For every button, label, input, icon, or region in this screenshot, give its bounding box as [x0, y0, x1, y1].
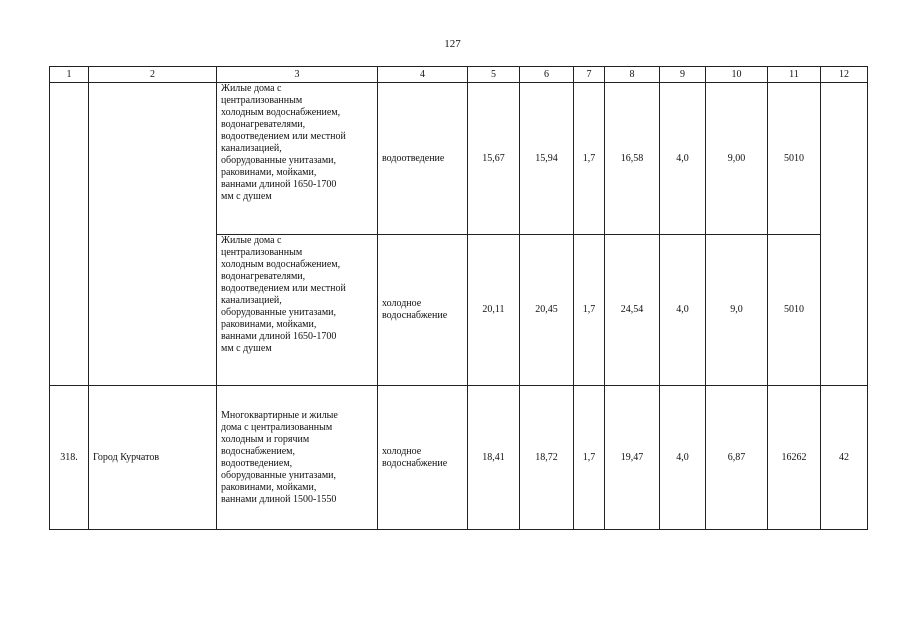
value-col11-cell: 5010 — [768, 83, 821, 235]
service-type-cell: холодное водоснабжение — [378, 235, 468, 386]
value-col8-cell: 16,58 — [605, 83, 660, 235]
value-col6-cell: 18,72 — [520, 386, 574, 530]
header-cell-11: 11 — [768, 67, 821, 83]
header-cell-2: 2 — [89, 67, 217, 83]
header-cell-3: 3 — [217, 67, 378, 83]
value-col6-cell: 15,94 — [520, 83, 574, 235]
value-col9-cell: 4,0 — [660, 83, 706, 235]
header-cell-12: 12 — [821, 67, 868, 83]
table-row — [50, 83, 868, 235]
header-cell-5: 5 — [468, 67, 520, 83]
value-col9-cell: 4,0 — [660, 386, 706, 530]
header-cell-4: 4 — [378, 67, 468, 83]
row-number-cell: 318. — [50, 386, 89, 530]
value-col12-cell: 42 — [821, 386, 868, 530]
housing-description-cell: Жилые дома с централизованным холодным водоснабжением, водонагревателями, водоотведением или местной канализацией, оборудованные унитазами, раковинами, мойками, ваннами длиной 1650-1700 мм с душем — [217, 83, 378, 235]
value-col6-cell: 20,45 — [520, 235, 574, 386]
value-col8-cell: 19,47 — [605, 386, 660, 530]
table-row — [50, 386, 868, 530]
municipality-cell — [89, 83, 217, 386]
page-number: 127 — [444, 38, 461, 50]
value-col7-cell: 1,7 — [574, 235, 605, 386]
value-col10-cell: 9,00 — [706, 83, 768, 235]
header-cell-10: 10 — [706, 67, 768, 83]
value-col7-cell: 1,7 — [574, 386, 605, 530]
value-col5-cell: 20,11 — [468, 235, 520, 386]
value-col9-cell: 4,0 — [660, 235, 706, 386]
header-cell-6: 6 — [520, 67, 574, 83]
value-col8-cell: 24,54 — [605, 235, 660, 386]
header-cell-9: 9 — [660, 67, 706, 83]
value-col10-cell: 6,87 — [706, 386, 768, 530]
value-col11-cell: 5010 — [768, 235, 821, 386]
tariff-table — [49, 66, 868, 530]
value-col12-cell — [821, 83, 868, 386]
value-col5-cell: 18,41 — [468, 386, 520, 530]
header-row — [50, 67, 868, 83]
value-col7-cell: 1,7 — [574, 83, 605, 235]
housing-description-cell: Жилые дома с централизованным холодным водоснабжением, водонагревателями, водоотведением или местной канализацией, оборудованные унитазами, раковинами, мойками, ваннами длиной 1650-1700 мм с душем — [217, 235, 378, 386]
service-type-cell: водоотведение — [378, 83, 468, 235]
value-col5-cell: 15,67 — [468, 83, 520, 235]
service-type-cell: холодное водоснабжение — [378, 386, 468, 530]
header-cell-8: 8 — [605, 67, 660, 83]
row-number-cell — [50, 83, 89, 386]
header-cell-1: 1 — [50, 67, 89, 83]
housing-description-cell: Многоквартирные и жилые дома с централизованным холодным и горячим водоснабжением, водоотведением, оборудованные унитазами, раковинами, мойками, ваннами длиной 1500-1550 — [217, 386, 378, 530]
value-col10-cell: 9,0 — [706, 235, 768, 386]
value-col11-cell: 16262 — [768, 386, 821, 530]
municipality-cell: Город Курчатов — [89, 386, 217, 530]
header-cell-7: 7 — [574, 67, 605, 83]
